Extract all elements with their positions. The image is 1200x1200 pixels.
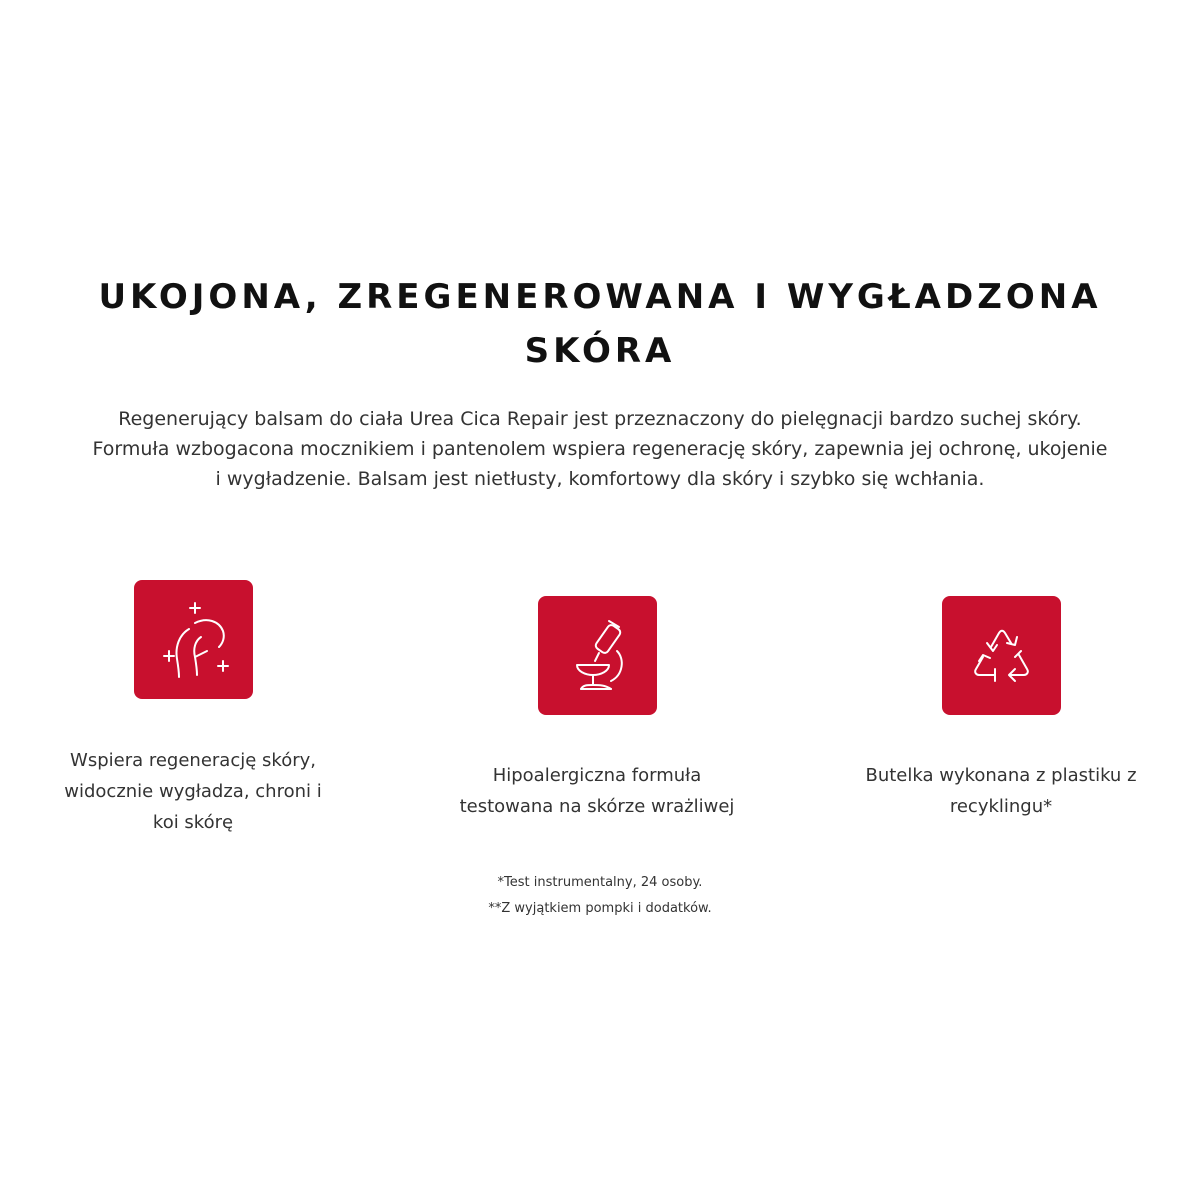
description-line-3: i wygładzenie. Balsam jest nietłusty, komfortowy dla skóry i szybko się wchłania.: [215, 468, 985, 490]
description-line-2: Formuła wzbogacona mocznikiem i pantenolem wspiera regenerację skóry, zapewnia jej ochronę, ukojenie: [92, 438, 1108, 460]
recycle-icon-tile: [942, 596, 1061, 715]
sparkling-skin-icon: [149, 595, 239, 685]
feature-line: Hipoalergiczna formuła: [492, 765, 702, 786]
feature-line: Butelka wykonana z plastiku z: [865, 765, 1137, 786]
feature-text-hypoallergenic: [427, 760, 767, 822]
footnote-2: **Z wyjątkiem pompki i dodatków.: [488, 901, 712, 916]
page-title-line-2: SKÓRA: [524, 331, 676, 371]
footnote-1: *Test instrumentalny, 24 osoby.: [497, 875, 703, 890]
feature-line: Wspiera regenerację skóry,: [70, 750, 316, 771]
footnotes: [0, 870, 1200, 922]
feature-text-recycled-bottle: [831, 760, 1171, 822]
feature-line: recyklingu*: [949, 796, 1053, 817]
recycle-icon: [957, 611, 1047, 701]
feature-text-regeneration: [23, 745, 363, 838]
microscope-icon-tile: [538, 596, 657, 715]
feature-line: widocznie wygładza, chroni i: [64, 781, 322, 802]
page-title-line-1: UKOJONA, ZREGENEROWANA I WYGŁADZONA: [98, 277, 1102, 317]
page-title: [0, 270, 1200, 378]
feature-line: koi skórę: [152, 812, 234, 833]
description-line-1: Regenerujący balsam do ciała Urea Cica Repair jest przeznaczony do pielęgnacji bardzo suchej skóry.: [118, 408, 1082, 430]
sparkling-skin-icon-tile: [134, 580, 253, 699]
feature-line: testowana na skórze wrażliwej: [459, 796, 735, 817]
microscope-icon: [553, 611, 643, 701]
product-description: [60, 404, 1140, 494]
